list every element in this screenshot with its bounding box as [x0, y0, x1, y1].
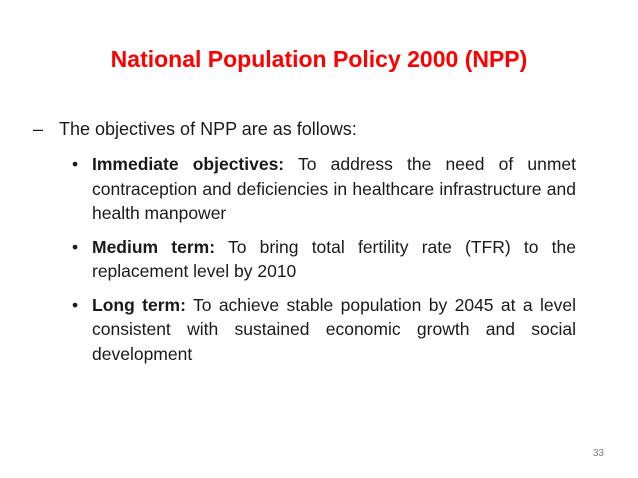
intro-line	[33, 117, 593, 141]
bullet-icon: •	[72, 236, 79, 257]
objectives-list	[72, 152, 576, 375]
objective-term: Immediate objectives:	[92, 154, 285, 174]
objective-text: To achieve stable population by 2045 at a level consistent with sustained economic growth and social development	[92, 294, 576, 364]
objective-term: Long term:	[92, 294, 186, 315]
dash-marker: –	[33, 119, 44, 139]
bullet-icon: •	[72, 294, 79, 315]
objective-term: Medium term:	[92, 236, 216, 257]
intro-text: The objectives of NPP are as follows:	[59, 119, 357, 139]
bullet-icon: •	[72, 154, 79, 174]
objective-medium-term	[72, 235, 576, 284]
objective-immediate	[72, 152, 576, 226]
objective-long-term	[72, 293, 576, 367]
page-number: 33	[592, 448, 604, 459]
objective-text: To address the need of unmet contraception and deficiencies in healthcare infrastructure and health manpower	[92, 154, 576, 223]
objective-text: To bring total fertility rate (TFR) to the replacement level by 2010	[92, 236, 577, 281]
slide-title: National Population Policy 2000 (NPP)	[110, 46, 528, 72]
